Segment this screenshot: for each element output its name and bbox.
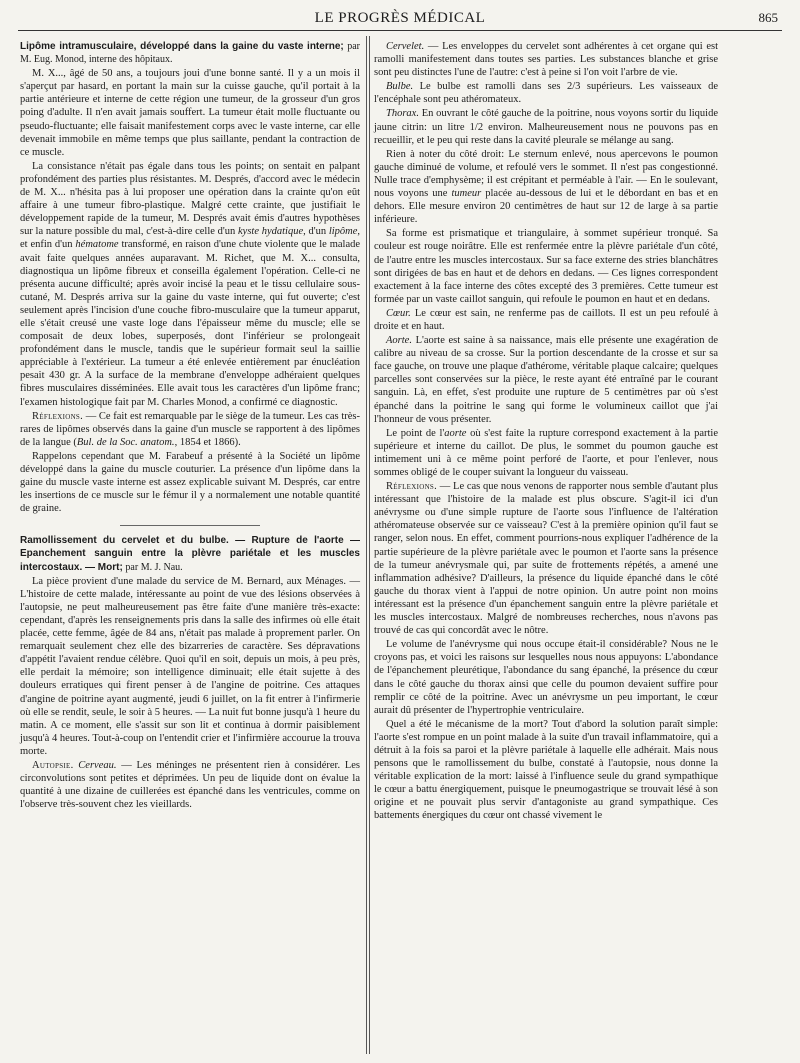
- paragraph: Sa forme est prismatique et triangulaire, à sommet supérieur tronqué. Sa couleur est rouge noirâtre. Elle est renfermée entre la plèvre pariétale d'un côté, de l'autre entre les muscles intercostaux. Sur sa face externe des stries blanchâtres sont dirigées de bas en haut et de dehors en dedans. — Ces lignes correspondent exactement à la face interne des côtes excepté des 3 premières. Cette tumeur est formée par un vaste caillot sanguin, qui refoule le poumon en haut et en dedans.: [374, 228, 718, 305]
- running-title: LE PROGRÈS MÉDICAL: [314, 10, 486, 26]
- article-separator: [120, 525, 260, 526]
- page-number: 865: [758, 10, 778, 25]
- italic-term: tumeur: [451, 188, 482, 200]
- italic-term: Aorte.: [386, 335, 412, 347]
- paragraph: M. X..., âgé de 50 ans, a toujours joui d'une bonne santé. Il y a un mois il s'aperçut par hasard, en portant la main sur la cuisse gauche, qu'il portait à la partie antérieure et interne de cette région une tumeur, de la grosseur d'un gros poing d'adulte. Il n'en avait jamais souffert. La tumeur était molle fluctuante ou pseudo-fluctuante; elle faisait manifestement corps avec le vaste interne, car elle devenait immobile en même temps que plus saillante, pendant la contraction de ce muscle.: [20, 68, 360, 158]
- italic-reference: Bul. de la Soc. anatom.: [76, 436, 175, 448]
- paragraph: La pièce provient d'une malade du service de M. Bernard, aux Ménages. — L'histoire de cette malade, intéressante au point de vue des lésions observées à l'autopsie, ne peut malheureusement pas être faite d'une manière très-exacte: cependant, d'après les renseignements pris dans la salle des infirmes où elle était placée, cette femme, âgée de 84 ans, n'était pas malade à proprement parler. On remarquait seulement chez elle des bizarreries de caractère. Ses dépravations d'appétit l'avaient rendue célèbre. Quoi qu'il en soit, depuis un mois, à peu près, elle perdait la mémoire; son intelligence diminuait; elle était sujette à des douleurs erratiques qui firent penser à de l'angine de poitrine. Ces attaques d'angine de poitrine ayant augmenté, jeudi 6 juillet, on la fit entrer à l'infirmerie où elle se rendit, seule, le soir à 5 heures. — La nuit fut bonne jusqu'à 1 heure du matin. A ce moment, elle s'assit sur son lit et continua à dormir paisiblement jusqu'à 4 heures. Tout-à-coup on l'entendit crier et l'infirmière accourue la trouva morte.: [20, 575, 360, 757]
- paragraph: Rappelons cependant que M. Farabeuf a présenté à la Société un lipôme développé dans la gaine du muscle couturier. La présence d'un lipôme dans la gaine du muscle vaste interne est assez explicable suivant M. Després, car entre les insertions de ce muscle sur le fémur il y a normalement une notable quantité de graine.: [20, 450, 360, 515]
- italic-term: Thorax.: [386, 108, 419, 120]
- column-rule: [366, 36, 367, 1054]
- text-run: , d'un: [303, 226, 327, 238]
- italic-term: Cerveau.: [78, 759, 117, 771]
- column-rule: [369, 36, 370, 1054]
- paragraph: Quel a été le mécanisme de la mort? Tout d'abord la solution paraît simple: l'aorte s'est rompue en un point malade à la suite d'un travail inflammatoire, qui a détruit à la fois sa paroi et la plèvre pariétale à laquelle elle adhérait. Mais nous pensons que le ramollissement du bulbe, constaté à l'autopsie, nous donne la véritable explication de la mort: laissé à l'influence seule du grand sympathique le cœur a battu énergiquement, puisque le pneumogastrique se trouvait lésé à son origine et ne pouvait plus servir d'antagoniste au grand sympathique. Ces battements énergiques du cœur ont chassé vivement le: [374, 718, 718, 822]
- text-run: Le cœur est sain, ne renferme pas de caillots. Il est un peu refoulé à droite et en haut.: [374, 307, 718, 332]
- text-run: Le bulbe est ramolli dans ses 2/3 supérieurs. Les vaisseaux de l'encéphale sont peu athéromateux.: [374, 81, 718, 106]
- text-run: — Les enveloppes du cervelet sont adhérentes à cet organe qui est ramolli manifestement dans toutes ses parties. Les substances blanche et grise sont peu distinctes l'une de l'autre: c'est à peine si l'on voit l'arbre de vie.: [374, 41, 718, 79]
- italic-term: kyste hydatique: [238, 226, 304, 238]
- text-run: — Le cas que nous venons de rapporter nous semble d'autant plus intéressant que l'histoire de la malade est plus obscure. S'agit-il ici d'un anévrysme ou d'une simple rupture de l'aorte sous l'influence de l'altération athéromateuse observée sur ce vaisseau? C'est à la première opinion qu'il faut se ranger, selon nous. En effet, comment pourrions-nous expliquer l'adhérence de la partie supérieure de la plèvre pariétale avec le poumon et l'aorte sans la présence de la tumeur anévrysmale qui, par suite de frottements répétés, a amené une inflammation adhésive? D'ailleurs, la présence du liquide épanché dans le côté gauche du thorax vient à l'appui de notre opinion. Un autre point non moins intéressant est la présence d'un épanchement sanguin entre la plèvre pariétale et les muscles intercostaux. Malgré de nombreuses recherches, nous n'avons pas trouvé de cas qui concordât avec le nôtre.: [374, 481, 718, 637]
- italic-term: Cœur.: [386, 307, 411, 319]
- paragraph: [374, 480, 718, 637]
- text-run: En ouvrant le côté gauche de la poitrine, nous voyons sortir du liquide jaune citrin: un litre 1/2 environ. Malheureusement nous ne pouvons pas en recueillir, et le peu qui reste dans la cavité pleurale se mélange au sang.: [374, 108, 718, 146]
- paragraph: [20, 160, 360, 409]
- section-label: Réflexions.: [32, 410, 84, 422]
- paragraph: [374, 334, 718, 426]
- paragraph: [374, 80, 718, 106]
- text-run: La consistance n'était pas égale dans tous les points; on sentait en palpant profondément des parties plus résistantes. M. Després, d'accord avec le médecin de M. X... n'hésita pas à lui proposer une opération dans la crainte qu'on eût affaire à une tumeur fibro-plastique. Malgré cette crainte, que justifiait le développement rapide de la tumeur, M. Després avait émis d'autres hypothèses sur la nature possible du mal, c'est-à-dire celle d'un: [20, 160, 360, 238]
- italic-term: Bulbe.: [386, 81, 414, 93]
- paragraph: Le volume de l'anévrysme qui nous occupe était-il considérable? Nous ne le croyons pas, et voici les raisons sur lesquelles nous nous appuyons: L'abondance de l'épanchement pleurétique, l'abondance du sang épanché, la présence du cœur dans le côté gauche du thorax ainsi que celle du poumon devaient suffire pour remplir ce côté de la poitrine. Avec un anévrysme un peu important, le cœur aurait dû présenter de l'hypertrophie ventriculaire.: [374, 639, 718, 716]
- text-run: — Ce fait est remarquable par le siège de la tumeur. Les cas très-rares de lipômes observés dans la gaine d'un muscle se rapportent à des lipômes de la langue (: [20, 410, 360, 448]
- right-column: [374, 40, 718, 824]
- section-label: Autopsie.: [32, 759, 74, 771]
- article-title: [20, 40, 360, 66]
- article-byline: par M. J. Nau.: [125, 561, 183, 573]
- italic-term: Cervelet.: [386, 41, 425, 52]
- paragraph: [374, 307, 718, 333]
- paragraph: [374, 427, 718, 479]
- italic-term: hématome: [75, 239, 119, 251]
- running-header: [18, 4, 782, 31]
- section-label: Réflexions.: [386, 481, 438, 493]
- paragraph: [374, 107, 718, 146]
- paragraph: [20, 410, 360, 449]
- article-title-text: Lipôme intramusculaire, développé dans la gaine du vaste interne;: [20, 41, 344, 52]
- article-title: [20, 534, 360, 573]
- article-title-text: Ramollissement du cervelet et du bulbe. — Rupture de l'aorte — Epanchement sanguin entre la plèvre pariétale et les muscles intercostaux. — Mort;: [20, 535, 360, 573]
- text-run: Rien à noter du côté droit: Le sternum enlevé, nous apercevons le poumon gauche diminué de volume, et refoulé vers le sommet. Il n'est pas congestionné. Nulle trace d'emphysème; il est crépitant et perméable à l'air. — En le soulevant, nous voyons une: [374, 148, 718, 200]
- paragraph: [374, 40, 718, 79]
- article-byline: par M. Eug. Monod, interne des hôpitaux.: [20, 41, 360, 66]
- text-run: où s'est faite la rupture correspond exactement à la partie supérieure et interne du caillot. De plus, le sommet du poumon gauche est intimement uni à ce même point perforé de l'aorte, et pour l'enlever, nous sommes obligé de le couper suivant la longueur du vaisseau.: [374, 427, 718, 478]
- italic-term: lipôme: [328, 226, 358, 238]
- text-run: — Les méninges ne présentent rien à considérer. Les circonvolutions sont petites et déprimées. Un peu de liquide dont on évalue la quantité à une dizaine de cuillerées est épanché dans les ventricules, comme on l'observe très-souvent chez les vieillards.: [20, 759, 360, 811]
- italic-term: aorte: [444, 427, 467, 439]
- text-run: , et enfin d'un: [20, 226, 361, 251]
- text-run: L'aorte est saine à sa naissance, mais elle présente une exagération de calibre au niveau de sa crosse. Sur la portion descendante de la crosse et sur sa face gauche, on trouve une plaque d'athérome, véritable plaque calcaire; quelques parcelles sont conservées sur la pièce, le reste ayant été entraîné par le courant sanguin. Là, en effet, s'est produite une rupture de 5 centimètres par où s'est épanché dans la poitrine le sang qui forme le volumineux caillot que j'ai l'honneur de vous présenter.: [374, 335, 718, 425]
- text-run: placée au-dessous de lui et le débordant en bas et en dehors. Elle mesure environ 20 centimètres de haut sur 12 de large à sa partie inférieure.: [374, 188, 719, 226]
- left-column: [20, 40, 360, 812]
- paragraph: [20, 759, 360, 811]
- text-run: Le point de l': [386, 427, 445, 439]
- paragraph: [374, 148, 718, 227]
- text-run: , 1854 et 1866).: [174, 436, 241, 448]
- text-run: transformé, en raison d'une chute violente que le malade avait faite quelques années auparavant. M. Richet, que M. X... consulta, diagnostiqua un lipôme fibreux et conseilla également l'opération. Celle-ci ne présenta aucune difficulté; après avoir incisé la peau et le tissu cellulaire sous-cutané, M. Després arriva sur la gaine du vaste interne, qui fut ouverte; c'est seulement après l'incision d'une couche fibro-musculaire que la tumeur apparut, elle s'était creusé une vaste loge dans l'épaisseur même du muscle; elle se composait de deux lobes, superposés, dont l'inférieur se prolongeait profondément dans le muscle, tandis que le supérieur formait seul la saillie appréciable à l'extérieur. La tumeur a été enlevée entièrement par énucléation pesait 430 gr. A la surface de la membrane d'enveloppe adhéraient quelques fibres musculaires disséminées. Elle avait tous les caractères d'un lipôme franc; l'examen histologique fait par M. Charles Monod, a confirmé ce diagnostic.: [20, 239, 361, 408]
